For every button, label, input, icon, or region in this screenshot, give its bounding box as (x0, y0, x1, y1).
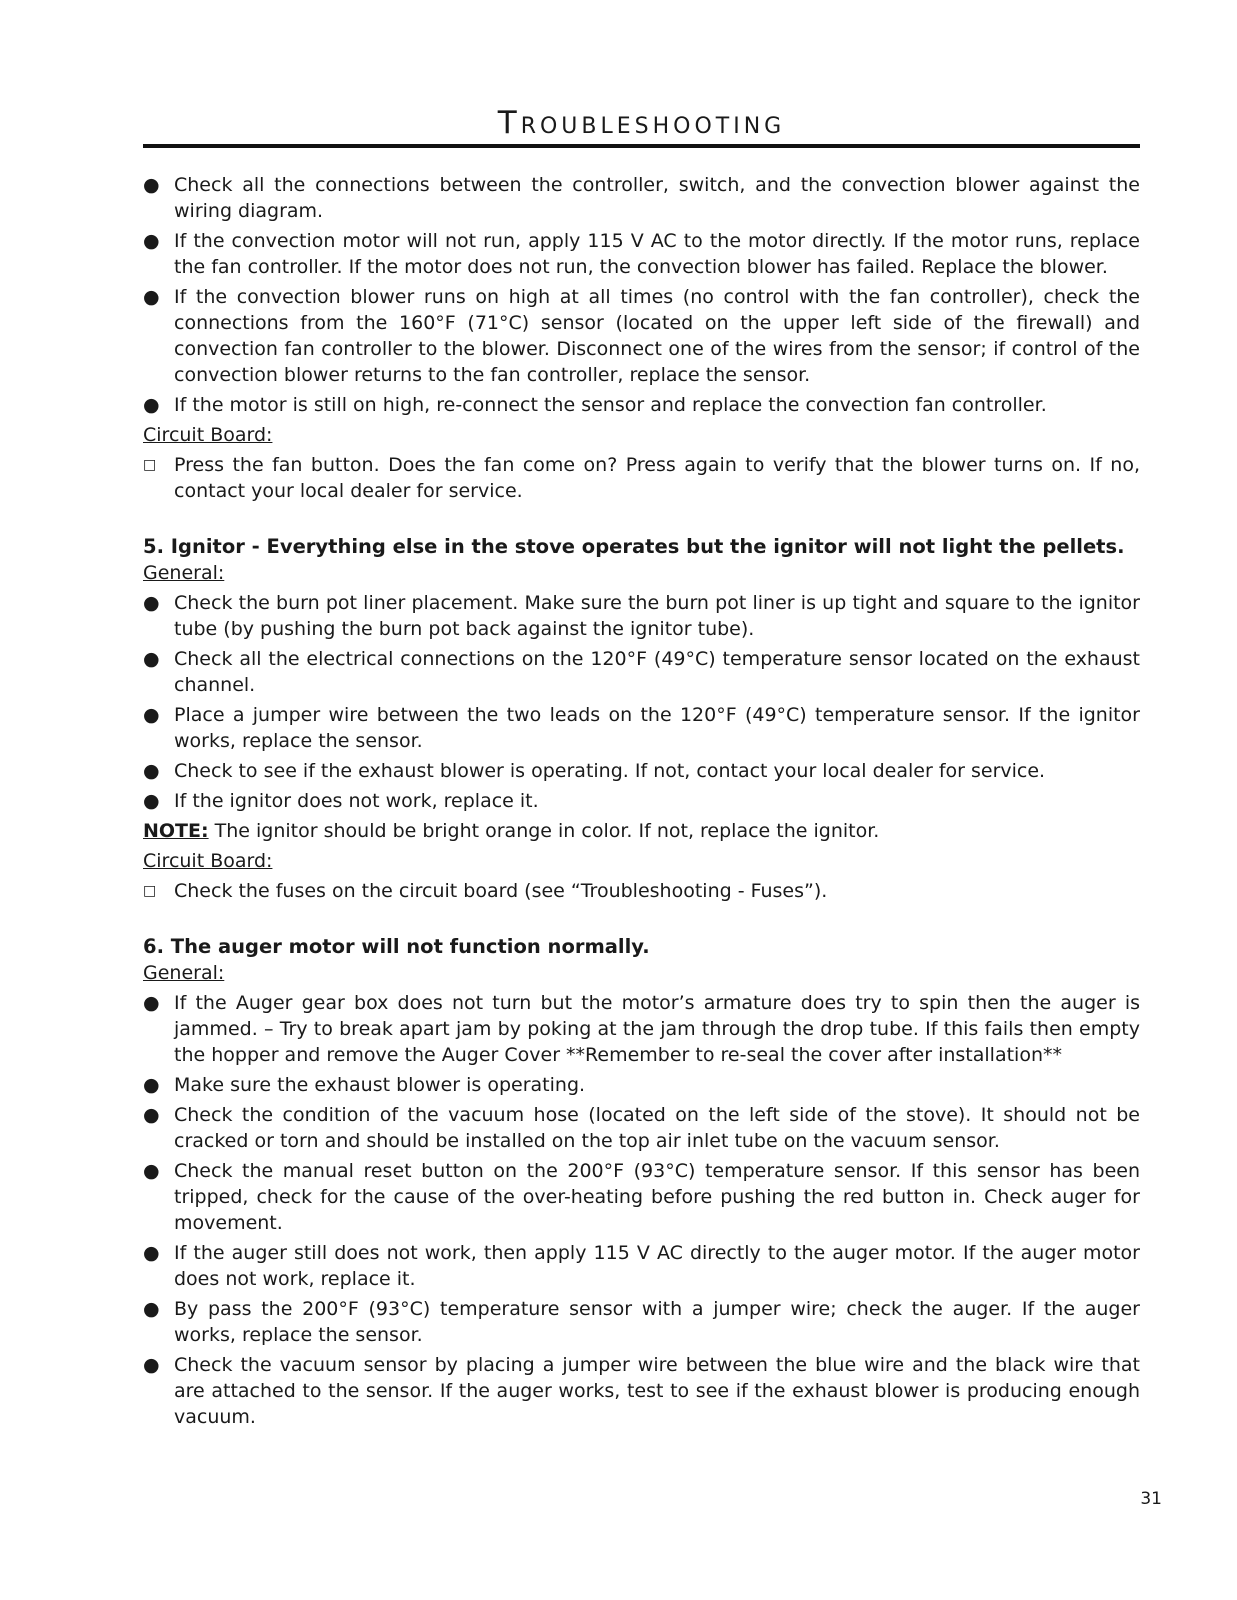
bullet-text: Check the condition of the vacuum hose (located on the left side of the stove). It should not be cracked or torn and should be installed on the top air inlet tube on the vacuum sensor. (174, 1104, 1140, 1152)
bullet-icon: ● (143, 1354, 160, 1376)
list-item (143, 1158, 1140, 1236)
list-item (143, 1102, 1140, 1154)
bullet-text: If the convection blower runs on high at all times (no control with the fan controller), check the connections from the 160°F (71°C) sensor (located on the upper left side of the firewall) and convection fan controller to the blower. Disconnect one of the wires from the sensor; if control of the convection blower returns to the fan controller, replace the sensor. (174, 286, 1140, 386)
intro-bullet-list (143, 172, 1140, 418)
bullet-icon: ● (143, 648, 160, 670)
bullet-icon: ● (143, 760, 160, 782)
bullet-icon: ● (143, 230, 160, 252)
bullet-icon: ● (143, 1298, 160, 1320)
list-item (143, 172, 1140, 224)
note-text: The ignitor should be bright orange in color. If not, replace the ignitor. (208, 820, 880, 842)
page-content (143, 172, 1140, 1434)
section-5-heading: 5. Ignitor - Everything else in the stove operates but the ignitor will not light the pellets. (143, 535, 1125, 558)
list-item (143, 1072, 1140, 1098)
bullet-text: Make sure the exhaust blower is operating. (174, 1074, 586, 1096)
list-item (143, 788, 1140, 814)
section-5-general-subheading: General: (143, 562, 225, 584)
circuit-board-subheading: Circuit Board: (143, 424, 273, 446)
bullet-text: If the motor is still on high, re-connect the sensor and replace the convection fan controller. (174, 394, 1047, 416)
note-label: NOTE: (143, 820, 209, 842)
list-item (143, 392, 1140, 418)
ignitor-note (143, 818, 1140, 844)
bullet-icon: ● (143, 790, 160, 812)
bullet-icon: ● (143, 1242, 160, 1264)
list-item (143, 1352, 1140, 1430)
bullet-text: Check the vacuum sensor by placing a jumper wire between the blue wire and the black wire that are attached to the sensor. If the auger works, test to see if the exhaust blower is producing enough vacuum. (174, 1354, 1140, 1428)
checkbox-icon: □ (143, 457, 157, 473)
list-item (143, 646, 1140, 698)
bullet-text: Check to see if the exhaust blower is operating. If not, contact your local dealer for service. (174, 760, 1046, 782)
section-6-heading: 6. The auger motor will not function normally. (143, 935, 650, 958)
page-title: Troubleshooting (497, 105, 786, 141)
circuit-board-checklist (143, 452, 1140, 504)
bullet-icon: ● (143, 286, 160, 308)
title-rule (143, 144, 1140, 148)
bullet-text: By pass the 200°F (93°C) temperature sensor with a jumper wire; check the auger. If the auger works, replace the sensor. (174, 1298, 1140, 1346)
bullet-icon: ● (143, 394, 160, 416)
list-item (143, 878, 1140, 904)
section-6-bullet-list (143, 990, 1140, 1430)
bullet-text: If the Auger gear box does not turn but the motor’s armature does try to spin then the auger is jammed. – Try to break apart jam by poking at the jam through the drop tube. If this fails then empty the hopper and remove the Auger Cover **Remember to re-seal the cover after installation** (174, 992, 1140, 1066)
list-item (143, 284, 1140, 388)
bullet-text: If the auger still does not work, then apply 115 V AC directly to the auger motor. If the auger motor does not work, replace it. (174, 1242, 1140, 1290)
checklist-text: Check the fuses on the circuit board (see “Troubleshooting - Fuses”). (174, 880, 828, 902)
list-item (143, 228, 1140, 280)
bullet-icon: ● (143, 704, 160, 726)
bullet-text: Check the manual reset button on the 200°F (93°C) temperature sensor. If this sensor has been tripped, check for the cause of the over-heating before pushing the red button in. Check auger for movement. (174, 1160, 1140, 1234)
bullet-icon: ● (143, 592, 160, 614)
bullet-text: Check all the electrical connections on the 120°F (49°C) temperature sensor located on the exhaust channel. (174, 648, 1140, 696)
list-item (143, 990, 1140, 1068)
list-item (143, 590, 1140, 642)
list-item (143, 1240, 1140, 1292)
bullet-text: Place a jumper wire between the two leads on the 120°F (49°C) temperature sensor. If the ignitor works, replace the sensor. (174, 704, 1140, 752)
bullet-icon: ● (143, 992, 160, 1014)
checkbox-icon: □ (143, 883, 157, 899)
section-6-general-subheading: General: (143, 962, 225, 984)
section-5-circuit-checklist (143, 878, 1140, 904)
page-number: 31 (1140, 1489, 1162, 1509)
bullet-text: If the convection motor will not run, apply 115 V AC to the motor directly. If the motor runs, replace the fan controller. If the motor does not run, the convection blower has failed. Replace the blower. (174, 230, 1140, 278)
list-item (143, 1296, 1140, 1348)
list-item (143, 452, 1140, 504)
section-5-bullet-list (143, 590, 1140, 814)
bullet-icon: ● (143, 1104, 160, 1126)
bullet-text: If the ignitor does not work, replace it. (174, 790, 539, 812)
bullet-icon: ● (143, 1074, 160, 1096)
checklist-text: Press the fan button. Does the fan come on? Press again to verify that the blower turns on. If no, contact your local dealer for service. (174, 454, 1140, 502)
bullet-icon: ● (143, 174, 160, 196)
bullet-text: Check all the connections between the controller, switch, and the convection blower against the wiring diagram. (174, 174, 1140, 222)
section-5-circuit-board-subheading: Circuit Board: (143, 850, 273, 872)
list-item (143, 758, 1140, 784)
bullet-text: Check the burn pot liner placement. Make sure the burn pot liner is up tight and square to the ignitor tube (by pushing the burn pot back against the ignitor tube). (174, 592, 1140, 640)
list-item (143, 702, 1140, 754)
bullet-icon: ● (143, 1160, 160, 1182)
